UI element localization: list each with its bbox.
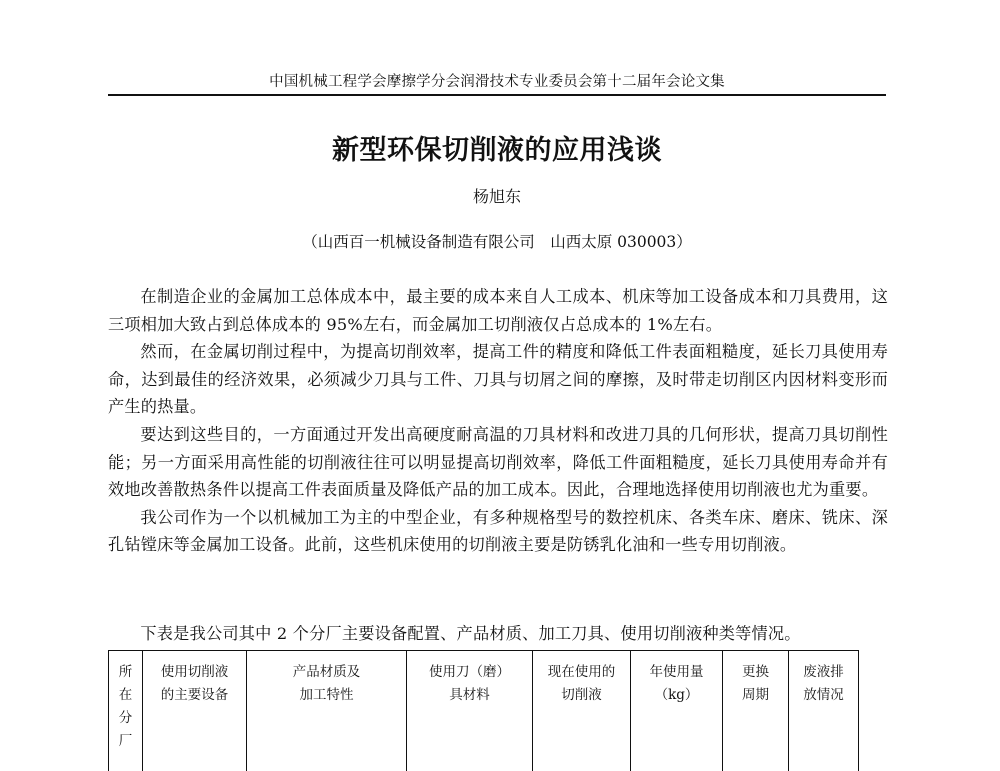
col-header-text: 产品材质及 (249, 661, 404, 684)
col-header-text: 使用刀（磨） (409, 661, 530, 684)
col-header-text: 所 (111, 661, 140, 684)
paragraph-company: 我公司作为一个以机械加工为主的中型企业，有多种规格型号的数控机床、各类车床、磨床、铣床、深孔钻镗床等金属加工设备。此前，这些机床使用的切削液主要是防锈乳化油和一些专用切削液。 (108, 504, 888, 559)
col-header-current-fluid (533, 651, 631, 771)
col-header-replace-cycle (723, 651, 789, 771)
col-header-text: 具材料 (409, 684, 530, 707)
col-header-text: 现在使用的 (535, 661, 628, 684)
col-header-material (247, 651, 407, 771)
table-header-row (109, 651, 859, 771)
col-header-text: 的主要设备 (145, 684, 244, 707)
author-name: 杨旭东 (108, 184, 886, 207)
col-header-annual-usage (631, 651, 723, 771)
col-header-text: 年使用量 (633, 661, 720, 684)
col-header-text: 在 (111, 684, 140, 707)
running-header: 中国机械工程学会摩擦学分会润滑技术专业委员会第十二届年会论文集 (108, 70, 886, 91)
col-header-text: 加工特性 (249, 684, 404, 707)
equipment-table (108, 650, 859, 771)
paragraph-purpose: 要达到这些目的，一方面通过开发出高硬度耐高温的刀具材料和改进刀具的几何形状，提高刀具切削性能；另一方面采用高性能的切削液往往可以明显提高切削效率，降低工件面粗糙度，延长刀具使用寿命并有效地改善散热条件以提高工件表面质量及降低产品的加工成本。因此，合理地选择使用切削液也尤为重要。 (108, 421, 888, 504)
paper-title: 新型环保切削液的应用浅谈 (108, 128, 886, 167)
col-header-equipment (143, 651, 247, 771)
col-header-text: 使用切削液 (145, 661, 244, 684)
col-header-text: 厂 (111, 730, 140, 753)
author-affiliation: （山西百一机械设备制造有限公司 山西太原 030003） (108, 230, 886, 252)
col-header-text: 更换 (725, 661, 786, 684)
col-header-text: 废液排 (791, 661, 856, 684)
col-header-text: 周期 (725, 684, 786, 707)
paragraph-cost: 在制造企业的金属加工总体成本中，最主要的成本来自人工成本、机床等加工设备成本和刀具费用，这三项相加大致占到总体成本的 95%左右，而金属加工切削液仅占总成本的 1%左右。 (108, 283, 888, 338)
col-header-text: 放情况 (791, 684, 856, 707)
col-header-waste-discharge (789, 651, 859, 771)
col-header-tool-material (407, 651, 533, 771)
body-text (108, 283, 888, 559)
table-intro: 下表是我公司其中 2 个分厂主要设备配置、产品材质、加工刀具、使用切削液种类等情况。 (108, 622, 888, 646)
col-header-text: 分 (111, 707, 140, 730)
col-header-text: 切削液 (535, 684, 628, 707)
col-header-text: （kg） (633, 684, 720, 707)
paragraph-friction: 然而，在金属切削过程中，为提高切削效率，提高工件的精度和降低工件表面粗糙度，延长刀具使用寿命，达到最佳的经济效果，必须减少刀具与工件、刀具与切屑之间的摩擦，及时带走切削区内因材料变形而产生的热量。 (108, 338, 888, 421)
header-rule (108, 94, 886, 96)
col-header-branch (109, 651, 143, 771)
